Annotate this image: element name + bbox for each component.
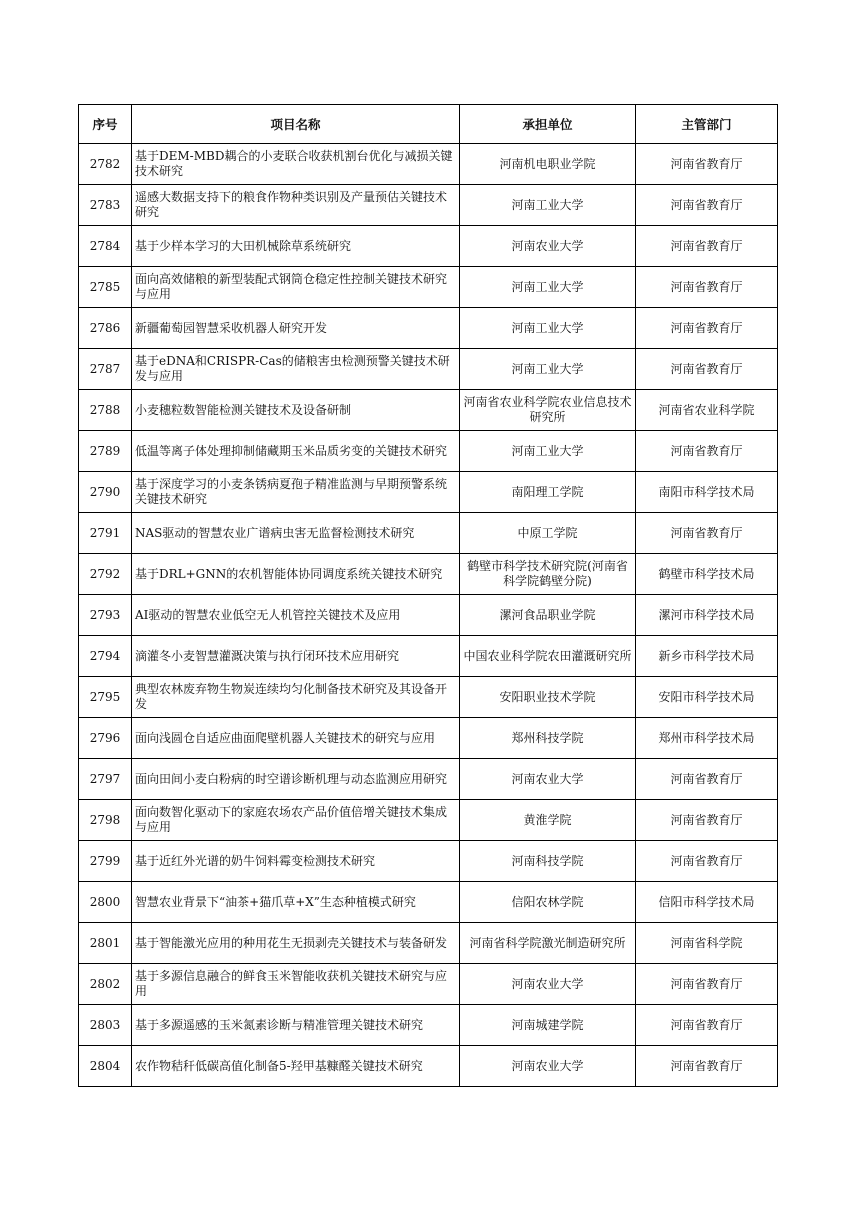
row-project-name: 低温等离子体处理抑制储藏期玉米品质劣变的关键技术研究 [132, 431, 460, 472]
row-dept: 安阳市科学技术局 [636, 677, 778, 718]
header-dept: 主管部门 [636, 105, 778, 144]
row-dept: 河南省教育厅 [636, 1046, 778, 1087]
row-unit: 河南农业大学 [460, 964, 636, 1005]
row-unit: 安阳职业技术学院 [460, 677, 636, 718]
row-dept: 河南省教育厅 [636, 1005, 778, 1046]
row-dept: 郑州市科学技术局 [636, 718, 778, 759]
row-unit: 郑州科技学院 [460, 718, 636, 759]
table-row [79, 923, 778, 964]
row-num: 2800 [79, 882, 132, 923]
row-num: 2790 [79, 472, 132, 513]
table-row [79, 677, 778, 718]
table-row [79, 718, 778, 759]
row-dept: 鹤壁市科学技术局 [636, 554, 778, 595]
row-dept: 信阳市科学技术局 [636, 882, 778, 923]
row-dept: 新乡市科学技术局 [636, 636, 778, 677]
row-num: 2803 [79, 1005, 132, 1046]
row-dept: 河南省教育厅 [636, 226, 778, 267]
row-project-name: 面向高效储粮的新型装配式钢筒仓稳定性控制关键技术研究与应用 [132, 267, 460, 308]
row-dept: 河南省农业科学院 [636, 390, 778, 431]
row-unit: 河南科技学院 [460, 841, 636, 882]
table-row [79, 144, 778, 185]
row-unit: 中国农业科学院农田灌溉研究所 [460, 636, 636, 677]
row-num: 2794 [79, 636, 132, 677]
row-unit: 河南工业大学 [460, 349, 636, 390]
row-num: 2786 [79, 308, 132, 349]
row-project-name: 智慧农业背景下“油茶+猫爪草+X”生态种植模式研究 [132, 882, 460, 923]
table-row [79, 759, 778, 800]
row-num: 2795 [79, 677, 132, 718]
header-unit: 承担单位 [460, 105, 636, 144]
row-dept: 河南省教育厅 [636, 185, 778, 226]
row-dept: 河南省教育厅 [636, 349, 778, 390]
row-num: 2804 [79, 1046, 132, 1087]
table-row [79, 882, 778, 923]
row-dept: 漯河市科学技术局 [636, 595, 778, 636]
row-unit: 河南省农业科学院农业信息技术研究所 [460, 390, 636, 431]
header-name: 项目名称 [132, 105, 460, 144]
table-row [79, 185, 778, 226]
row-num: 2799 [79, 841, 132, 882]
row-dept: 河南省科学院 [636, 923, 778, 964]
row-project-name: 小麦穗粒数智能检测关键技术及设备研制 [132, 390, 460, 431]
row-dept: 河南省教育厅 [636, 964, 778, 1005]
row-dept: 河南省教育厅 [636, 800, 778, 841]
row-dept: 河南省教育厅 [636, 144, 778, 185]
project-table [78, 104, 778, 1087]
row-num: 2793 [79, 595, 132, 636]
row-unit: 河南城建学院 [460, 1005, 636, 1046]
table-row [79, 308, 778, 349]
table-row [79, 431, 778, 472]
row-project-name: 面向田间小麦白粉病的时空谱诊断机理与动态监测应用研究 [132, 759, 460, 800]
row-unit: 河南工业大学 [460, 185, 636, 226]
row-unit: 河南工业大学 [460, 308, 636, 349]
table-row [79, 349, 778, 390]
row-unit: 河南省科学院激光制造研究所 [460, 923, 636, 964]
row-num: 2784 [79, 226, 132, 267]
table-row [79, 800, 778, 841]
table-row [79, 964, 778, 1005]
row-project-name: 新疆葡萄园智慧采收机器人研究开发 [132, 308, 460, 349]
row-project-name: NAS驱动的智慧农业广谱病虫害无监督检测技术研究 [132, 513, 460, 554]
row-project-name: 典型农林废弃物生物炭连续均匀化制备技术研究及其设备开发 [132, 677, 460, 718]
row-num: 2783 [79, 185, 132, 226]
table-row [79, 472, 778, 513]
table-row [79, 390, 778, 431]
row-project-name: 面向浅圆仓自适应曲面爬壁机器人关键技术的研究与应用 [132, 718, 460, 759]
row-project-name: 农作物秸秆低碳高值化制备5-羟甲基糠醛关键技术研究 [132, 1046, 460, 1087]
row-num: 2787 [79, 349, 132, 390]
row-num: 2785 [79, 267, 132, 308]
row-unit: 河南工业大学 [460, 431, 636, 472]
row-num: 2797 [79, 759, 132, 800]
table-row [79, 226, 778, 267]
table-row [79, 841, 778, 882]
row-num: 2792 [79, 554, 132, 595]
row-project-name: 基于DRL+GNN的农机智能体协同调度系统关键技术研究 [132, 554, 460, 595]
row-project-name: 遥感大数据支持下的粮食作物种类识别及产量预估关键技术研究 [132, 185, 460, 226]
table-row [79, 595, 778, 636]
row-project-name: 基于少样本学习的大田机械除草系统研究 [132, 226, 460, 267]
row-unit: 漯河食品职业学院 [460, 595, 636, 636]
row-num: 2801 [79, 923, 132, 964]
row-unit: 信阳农林学院 [460, 882, 636, 923]
row-project-name: 基于多源信息融合的鲜食玉米智能收获机关键技术研究与应用 [132, 964, 460, 1005]
row-num: 2789 [79, 431, 132, 472]
table-row [79, 636, 778, 677]
row-project-name: 基于eDNA和CRISPR-Cas的储粮害虫检测预警关键技术研发与应用 [132, 349, 460, 390]
row-dept: 河南省教育厅 [636, 841, 778, 882]
row-unit: 黄淮学院 [460, 800, 636, 841]
row-project-name: 基于近红外光谱的奶牛饲料霉变检测技术研究 [132, 841, 460, 882]
row-project-name: 面向数智化驱动下的家庭农场农产品价值倍增关键技术集成与应用 [132, 800, 460, 841]
row-dept: 河南省教育厅 [636, 431, 778, 472]
row-num: 2791 [79, 513, 132, 554]
row-project-name: 基于智能激光应用的种用花生无损剥壳关键技术与装备研发 [132, 923, 460, 964]
row-num: 2782 [79, 144, 132, 185]
row-unit: 河南农业大学 [460, 226, 636, 267]
row-unit: 河南工业大学 [460, 267, 636, 308]
table-row [79, 513, 778, 554]
row-dept: 南阳市科学技术局 [636, 472, 778, 513]
table-row [79, 554, 778, 595]
row-project-name: 滴灌冬小麦智慧灌溉决策与执行闭环技术应用研究 [132, 636, 460, 677]
row-num: 2796 [79, 718, 132, 759]
row-dept: 河南省教育厅 [636, 308, 778, 349]
table-row [79, 267, 778, 308]
row-unit: 河南机电职业学院 [460, 144, 636, 185]
table-header-row [79, 105, 778, 144]
row-num: 2788 [79, 390, 132, 431]
row-dept: 河南省教育厅 [636, 513, 778, 554]
row-dept: 河南省教育厅 [636, 759, 778, 800]
row-unit: 南阳理工学院 [460, 472, 636, 513]
row-num: 2802 [79, 964, 132, 1005]
table-row [79, 1005, 778, 1046]
row-unit: 河南农业大学 [460, 1046, 636, 1087]
header-num: 序号 [79, 105, 132, 144]
row-project-name: 基于DEM-MBD耦合的小麦联合收获机割台优化与减损关键技术研究 [132, 144, 460, 185]
row-project-name: 基于多源遥感的玉米氮素诊断与精准管理关键技术研究 [132, 1005, 460, 1046]
row-unit: 鹤壁市科学技术研究院(河南省科学院鹤壁分院) [460, 554, 636, 595]
row-num: 2798 [79, 800, 132, 841]
row-project-name: AI驱动的智慧农业低空无人机管控关键技术及应用 [132, 595, 460, 636]
row-unit: 河南农业大学 [460, 759, 636, 800]
row-dept: 河南省教育厅 [636, 267, 778, 308]
row-unit: 中原工学院 [460, 513, 636, 554]
table-row [79, 1046, 778, 1087]
row-project-name: 基于深度学习的小麦条锈病夏孢子精准监测与早期预警系统关键技术研究 [132, 472, 460, 513]
